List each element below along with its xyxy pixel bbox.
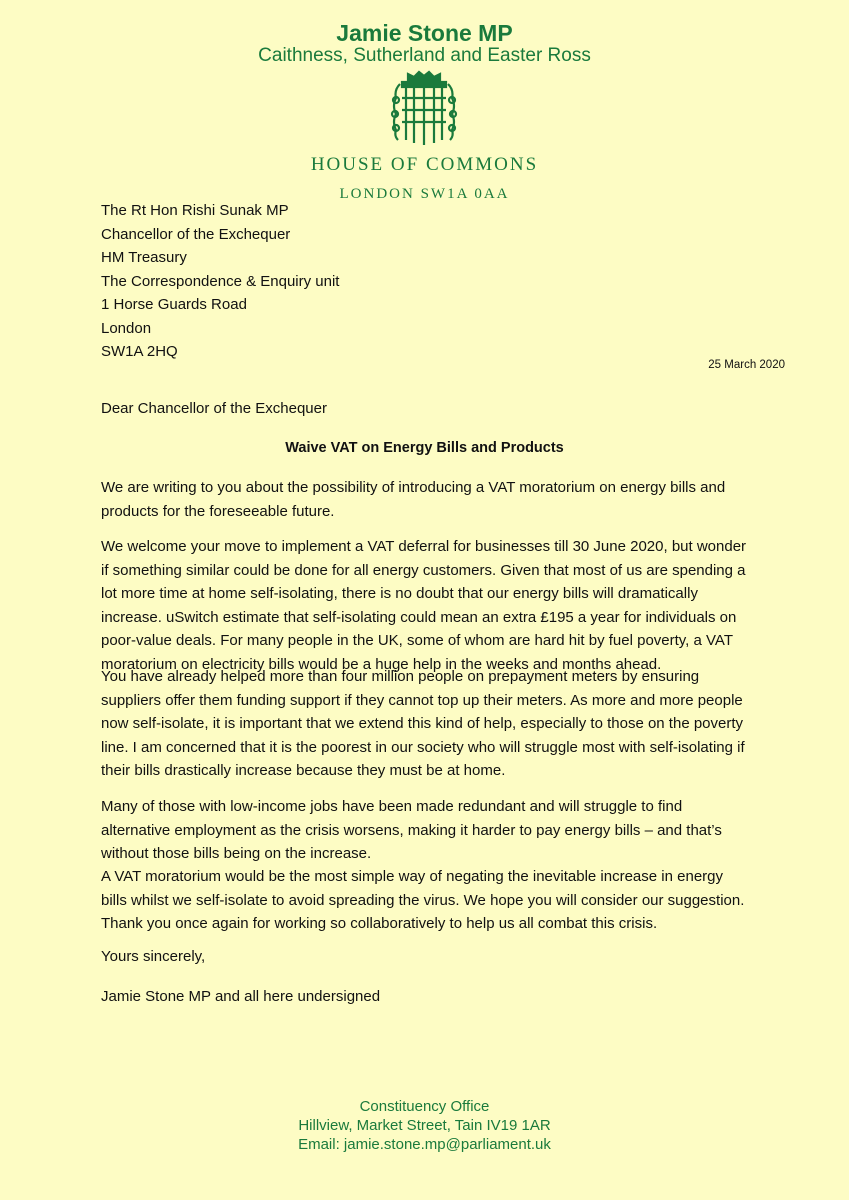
recipient-line: The Correspondence & Enquiry unit <box>101 272 340 290</box>
recipient-address <box>101 199 701 364</box>
paragraph: We welcome your move to implement a VAT deferral for businesses till 30 June 2020, but wonder if something similar could be done for all energy customers. Given that most of us are spending a lot more time at home self-isolating, there is no doubt that our energy bills will dramatically increase. uSwitch estimate that self-isolating could mean an extra £195 a year for individuals on poor-value deals. For many people in the UK, some of whom are hard hit by fuel poverty, a VAT moratorium on electricity bills would be a huge help in the weeks and months ahead. <box>101 538 747 673</box>
recipient-line: London <box>101 319 152 337</box>
recipient-line: HM Treasury <box>101 249 187 266</box>
paragraph: A VAT moratorium would be the most simple way of negating the inevitable increase in energy bills whilst we self-isolate to avoid spreading the virus. We hope you will consider our suggestion. Thank you once again for working so collaboratively to help us all combat this crisis. <box>101 868 745 932</box>
footer <box>0 1097 849 1154</box>
house-address: LONDON SW1A 0AA <box>339 186 510 202</box>
footer-address: Hillview, Market Street, Tain IV19 1AR <box>298 1117 551 1134</box>
constituency: Caithness, Sutherland and Easter Ross <box>258 45 591 66</box>
portcullis-icon <box>384 70 464 146</box>
house-of-commons-title: HOUSE OF COMMONS <box>310 154 539 175</box>
closing: Yours sincerely, <box>101 948 206 965</box>
recipient-line: Chancellor of the Exchequer <box>101 225 291 243</box>
letter-date: 25 March 2020 <box>708 359 785 371</box>
salutation: Dear Chancellor of the Exchequer <box>101 400 327 417</box>
footer-office: Constituency Office <box>359 1098 490 1115</box>
recipient-line: 1 Horse Guards Road <box>101 296 247 313</box>
mp-name: Jamie Stone MP <box>336 20 513 46</box>
footer-email[interactable]: Email: jamie.stone.mp@parliament.uk <box>298 1136 551 1153</box>
paragraph: Many of those with low-income jobs have been made redundant and will struggle to find alternative employment as the crisis worsens, making it harder to pay energy bills – and that’s without those bills being on the increase. <box>101 798 722 862</box>
paragraph: You have already helped more than four million people on prepayment meters by ensuring suppliers offer them funding support if they cannot top up their meters. As more and more people now self-isolate, it is important that we extend this kind of help, especially to those on the poverty line. I am concerned that it is the poorest in our society who will struggle most with self-isolating if their bills drastically increase because they must be at home. <box>101 668 745 779</box>
paragraph: We are writing to you about the possibility of introducing a VAT moratorium on energy bills and products for the foreseeable future. <box>101 479 726 520</box>
recipient-line: The Rt Hon Rishi Sunak MP <box>101 202 289 219</box>
recipient-line: SW1A 2HQ <box>101 343 178 360</box>
signature: Jamie Stone MP and all here undersigned <box>101 988 381 1005</box>
subject-line: Waive VAT on Energy Bills and Products <box>285 440 564 456</box>
